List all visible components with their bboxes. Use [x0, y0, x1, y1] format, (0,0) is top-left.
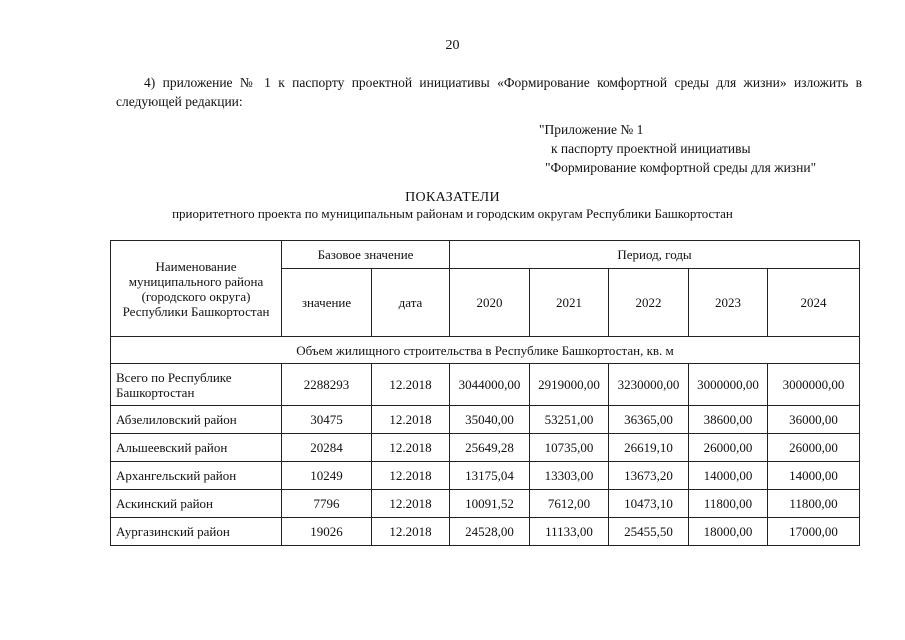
header-year: 2020 [450, 269, 530, 337]
year-value: 13175,04 [450, 462, 530, 490]
year-value: 25455,50 [609, 518, 689, 546]
district-name: Абзелиловский район [111, 406, 282, 434]
base-value: 20284 [282, 434, 372, 462]
base-date: 12.2018 [372, 434, 450, 462]
year-value: 38600,00 [689, 406, 768, 434]
year-value: 10091,52 [450, 490, 530, 518]
year-value: 18000,00 [689, 518, 768, 546]
base-value: 2288293 [282, 364, 372, 406]
base-value: 19026 [282, 518, 372, 546]
appendix-reference [539, 120, 816, 177]
header-district-name: Наименование муниципального района (городского округа) Республики Башкортостан [111, 241, 282, 337]
appendix-line-3: "Формирование комфортной среды для жизни" [545, 160, 817, 175]
table-row [111, 490, 860, 518]
year-value: 13303,00 [530, 462, 609, 490]
base-date: 12.2018 [372, 406, 450, 434]
year-value: 26000,00 [689, 434, 768, 462]
table-row [111, 406, 860, 434]
document-heading: ПОКАЗАТЕЛИ [405, 190, 500, 205]
district-name: Аургазинский район [111, 518, 282, 546]
year-value: 3044000,00 [450, 364, 530, 406]
year-value: 11800,00 [689, 490, 768, 518]
year-value: 13673,20 [609, 462, 689, 490]
header-year: 2021 [530, 269, 609, 337]
year-value: 35040,00 [450, 406, 530, 434]
year-value: 25649,28 [450, 434, 530, 462]
year-value: 11133,00 [530, 518, 609, 546]
year-value: 3000000,00 [689, 364, 768, 406]
table-row [111, 364, 860, 406]
table-row [111, 434, 860, 462]
year-value: 10735,00 [530, 434, 609, 462]
year-value: 3230000,00 [609, 364, 689, 406]
base-date: 12.2018 [372, 462, 450, 490]
header-date: дата [372, 269, 450, 337]
year-value: 24528,00 [450, 518, 530, 546]
year-value: 3000000,00 [768, 364, 860, 406]
year-value: 14000,00 [768, 462, 860, 490]
header-base-value: Базовое значение [282, 241, 450, 269]
year-value: 53251,00 [530, 406, 609, 434]
year-value: 10473,10 [609, 490, 689, 518]
base-date: 12.2018 [372, 518, 450, 546]
header-year: 2022 [609, 269, 689, 337]
header-year: 2023 [689, 269, 768, 337]
section-title: Объем жилищного строительства в Республике Башкортостан, кв. м [111, 337, 860, 364]
district-name: Архангельский район [111, 462, 282, 490]
district-name: Всего по Республике Башкортостан [111, 364, 282, 406]
table-row [111, 462, 860, 490]
appendix-line-2: к паспорту проектной инициативы [551, 141, 751, 156]
header-value: значение [282, 269, 372, 337]
base-value: 10249 [282, 462, 372, 490]
appendix-line-1: "Приложение № 1 [539, 122, 644, 137]
year-value: 26619,10 [609, 434, 689, 462]
year-value: 14000,00 [689, 462, 768, 490]
base-value: 7796 [282, 490, 372, 518]
base-value: 30475 [282, 406, 372, 434]
year-value: 11800,00 [768, 490, 860, 518]
year-value: 17000,00 [768, 518, 860, 546]
intro-paragraph: 4) приложение № 1 к паспорту проектной инициативы «Формирование комфортной среды для жизни» изложить в следующей редакции: [116, 75, 862, 109]
year-value: 2919000,00 [530, 364, 609, 406]
indicators-table [110, 240, 860, 546]
district-name: Аскинский район [111, 490, 282, 518]
header-year: 2024 [768, 269, 860, 337]
base-date: 12.2018 [372, 364, 450, 406]
base-date: 12.2018 [372, 490, 450, 518]
year-value: 7612,00 [530, 490, 609, 518]
year-value: 36000,00 [768, 406, 860, 434]
page-number: 20 [445, 38, 460, 53]
table-row [111, 518, 860, 546]
header-period: Период, годы [450, 241, 860, 269]
document-subheading: приоритетного проекта по муниципальным районам и городским округам Республики Башкортостан [172, 206, 733, 221]
year-value: 36365,00 [609, 406, 689, 434]
district-name: Альшеевский район [111, 434, 282, 462]
year-value: 26000,00 [768, 434, 860, 462]
